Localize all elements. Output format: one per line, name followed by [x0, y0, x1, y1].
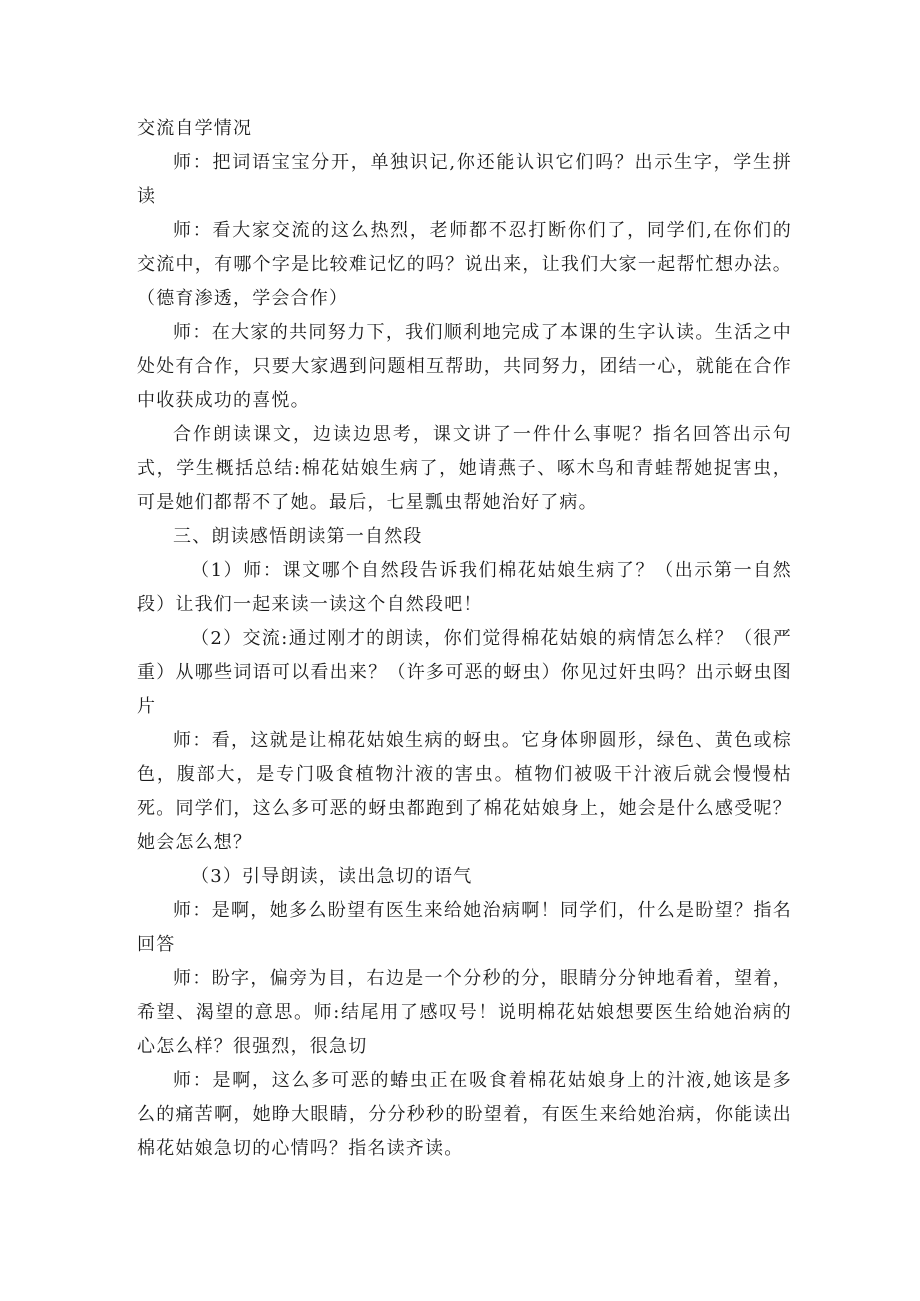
paragraph-teacher-character: 师：盼字，偏旁为目，右边是一个分秒的分，眼睛分分钟地看着，望着，希望、渴望的意思。师:结尾用了感叹号！说明棉花姑娘想要医生给她治病的心怎么样？很强烈，很急切	[137, 968, 792, 1057]
paragraph-teacher-split-words: 师：把词语宝宝分开，单独识记,你还能认识它们吗？出示生字，学生拼读	[137, 152, 792, 207]
paragraph-cooperative-reading: 合作朗读课文，边读边思考，课文讲了一件什么事呢？指名回答出示句式，学生概括总结:棉花姑娘生病了，她请燕子、啄木鸟和青蛙帮她捉害虫，可是她们都帮不了她。最后，七星瓢虫帮她治好了病。	[137, 424, 792, 513]
document-body	[137, 112, 792, 1166]
paragraph-step-2: （2）交流:通过刚才的朗读，你们觉得棉花姑娘的病情怎么样？（很严重）从哪些词语可以看出来？（许多可恶的蚜虫）你见过奸虫吗？出示蚜虫图片	[137, 628, 792, 717]
paragraph-step-1: （1）师：课文哪个自然段告诉我们棉花姑娘生病了？（出示第一自然段）让我们一起来读一读这个自然段吧！	[137, 560, 792, 615]
paragraph-teacher-discussion: 师：看大家交流的这么热烈，老师都不忍打断你们了，同学们,在你们的交流中，有哪个字是比较难记忆的吗？说出来，让我们大家一起帮忙想办法。（德育渗透，学会合作）	[137, 220, 792, 309]
paragraph-teacher-read-aloud: 师：是啊，这么多可恶的蝽虫正在吸食着棉花姑娘身上的汁液,她该是多么的痛苦啊，她睁大眼睛，分分秒秒的盼望着，有医生来给她治病，你能读出棉花姑娘急切的心情吗？指名读齐读。	[137, 1070, 792, 1159]
paragraph-step-3: （3）引导朗读，读出急切的语气	[191, 866, 473, 887]
paragraph-heading-exchange: 交流自学情况	[137, 118, 253, 139]
paragraph-teacher-hope: 师：是啊，她多么盼望有医生来给她治病啊！同学们，什么是盼望？指名回答	[137, 900, 792, 955]
section-heading-reading: 三、朗读感悟朗读第一自然段	[173, 526, 423, 547]
paragraph-teacher-aphid: 师：看，这就是让棉花姑娘生病的蚜虫。它身体卵圆形，绿色、黄色或棕色，腹部大，是专门吸食植物汁液的害虫。植物们被吸干汁液后就会慢慢枯死。同学们，这么多可恶的蚜虫都跑到了棉花姑娘身上，她会是什么感受呢？她会怎么想？	[137, 730, 792, 853]
paragraph-teacher-cooperation: 师：在大家的共同努力下，我们顺利地完成了本课的生字认读。生活之中处处有合作，只要大家遇到问题相互帮助，共同努力，团结一心，就能在合作中收获成功的喜悦。	[137, 322, 792, 411]
